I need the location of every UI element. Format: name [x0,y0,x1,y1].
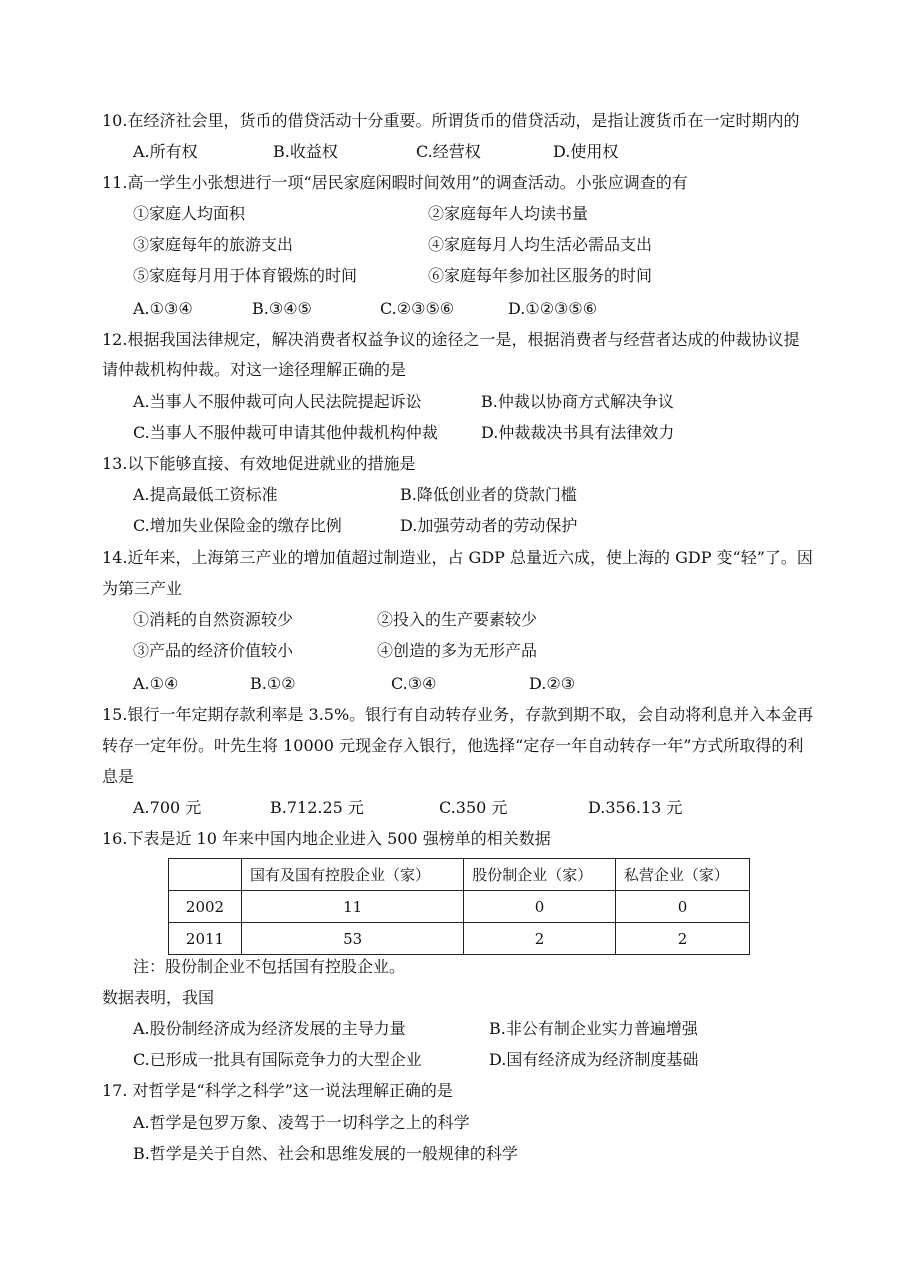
q16-option-a: A.股份制经济成为经济发展的主导力量 [133,1019,406,1038]
q16-option-c: C.已形成一批具有国际竞争力的大型企业 [133,1050,422,1069]
table-cell: 0 [615,891,749,923]
q16-lead: 数据表明，我国 [102,988,215,1007]
q12-option-a: A.当事人不服仲裁可向人民法院提起诉讼 [133,392,422,411]
q17-option-b: B.哲学是关于自然、社会和思维发展的一般规律的科学 [133,1144,518,1163]
table-cell: 11 [242,891,464,923]
q17-option-a: A.哲学是包罗万象、凌驾于一切科学之上的科学 [133,1113,470,1132]
q15-option-a: A.700 元 [133,798,202,817]
q15-option-c: C.350 元 [439,798,508,817]
q14-option-a: A.①④ [133,674,179,693]
q11-item-4: ④家庭每月人均生活必需品支出 [428,235,653,254]
table-header-joint-stock: 股份制企业（家） [464,859,616,891]
q14-option-d: D.②③ [529,674,576,693]
q16-option-d: D.国有经济成为经济制度基础 [489,1050,699,1069]
table-header-private: 私营企业（家） [615,859,749,891]
q11-option-d: D.①②③⑤⑥ [508,299,598,318]
table-cell-year: 2011 [169,923,242,955]
table-header-row [169,859,750,891]
q12-option-d: D.仲裁裁决书具有法律效力 [481,423,675,442]
q14-item-2: ②投入的生产要素较少 [377,610,538,629]
q15-stem-line1: 15.银行一年定期存款利率是 3.5%。银行有自动转存业务，存款到期不取，会自动将利息并入本金再 [102,705,814,724]
table-header-blank [169,859,242,891]
table-header-state-owned: 国有及国有控股企业（家） [242,859,464,891]
q16-stem: 16.下表是近 10 年来中国内地企业进入 500 强榜单的相关数据 [102,829,551,848]
q15-stem-line2: 转存一定年份。叶先生将 10000 元现金存入银行，他选择“定存一年自动转存一年”方式所取得的利 [102,736,804,755]
q14-stem-line2: 为第三产业 [102,579,183,598]
table-cell: 53 [242,923,464,955]
q16-table-note: 注：股份制企业不包括国有控股企业。 [133,957,406,976]
q14-option-b: B.①② [250,674,296,693]
q10-option-d: D.使用权 [553,142,619,161]
q15-option-b: B.712.25 元 [270,798,364,817]
table-cell: 2 [615,923,749,955]
q11-option-a: A.①③④ [133,299,193,318]
q14-option-c: C.③④ [391,674,437,693]
q11-stem: 11.高一学生小张想进行一项“居民家庭闲暇时间效用”的调查活动。小张应调查的有 [102,173,688,192]
table-cell: 2 [464,923,616,955]
q15-option-d: D.356.13 元 [588,798,683,817]
table-cell: 0 [464,891,616,923]
q10-stem: 10.在经济社会里，货币的借贷活动十分重要。所谓货币的借贷活动，是指让渡货币在一定时期内的 [102,111,800,130]
q13-option-c: C.增加失业保险金的缴存比例 [133,516,342,535]
q17-stem: 17. 对哲学是“科学之科学”这一说法理解正确的是 [102,1081,453,1100]
q10-option-a: A.所有权 [133,142,198,161]
q14-item-1: ①消耗的自然资源较少 [133,610,294,629]
q15-stem-line3: 息是 [102,767,135,786]
q13-stem: 13.以下能够直接、有效地促进就业的措施是 [102,454,416,473]
q10-option-c: C.经营权 [416,142,481,161]
q11-item-5: ⑤家庭每月用于体育锻炼的时间 [133,266,358,285]
q11-option-b: B.③④⑤ [252,299,312,318]
q11-item-2: ②家庭每年人均读书量 [428,204,589,223]
q11-item-6: ⑥家庭每年参加社区服务的时间 [428,266,653,285]
q11-item-1: ①家庭人均面积 [133,204,246,223]
table-cell-year: 2002 [169,891,242,923]
table-row [169,891,750,923]
q11-option-c: C.②③⑤⑥ [380,299,455,318]
q14-stem-line1: 14.近年来，上海第三产业的增加值超过制造业，占 GDP 总量近六成，使上海的 GDP 变“轻”了。因 [102,548,813,567]
q13-option-b: B.降低创业者的贷款门槛 [400,485,577,504]
q12-option-c: C.当事人不服仲裁可申请其他仲裁机构仲裁 [133,423,438,442]
q10-option-b: B.收益权 [273,142,338,161]
q14-item-3: ③产品的经济价值较小 [133,641,294,660]
q13-option-d: D.加强劳动者的劳动保护 [400,516,578,535]
q16-option-b: B.非公有制企业实力普遍增强 [489,1019,698,1038]
q11-item-3: ③家庭每年的旅游支出 [133,235,294,254]
q12-stem-line1: 12.根据我国法律规定，解决消费者权益争议的途径之一是，根据消费者与经营者达成的仲裁协议提 [102,330,800,349]
q12-option-b: B.仲裁以协商方式解决争议 [481,392,674,411]
q12-stem-line2: 请仲裁机构仲裁。对这一途径理解正确的是 [102,360,407,379]
q13-option-a: A.提高最低工资标准 [133,485,278,504]
q14-item-4: ④创造的多为无形产品 [377,641,538,660]
q16-data-table [168,858,750,955]
table-row [169,923,750,955]
